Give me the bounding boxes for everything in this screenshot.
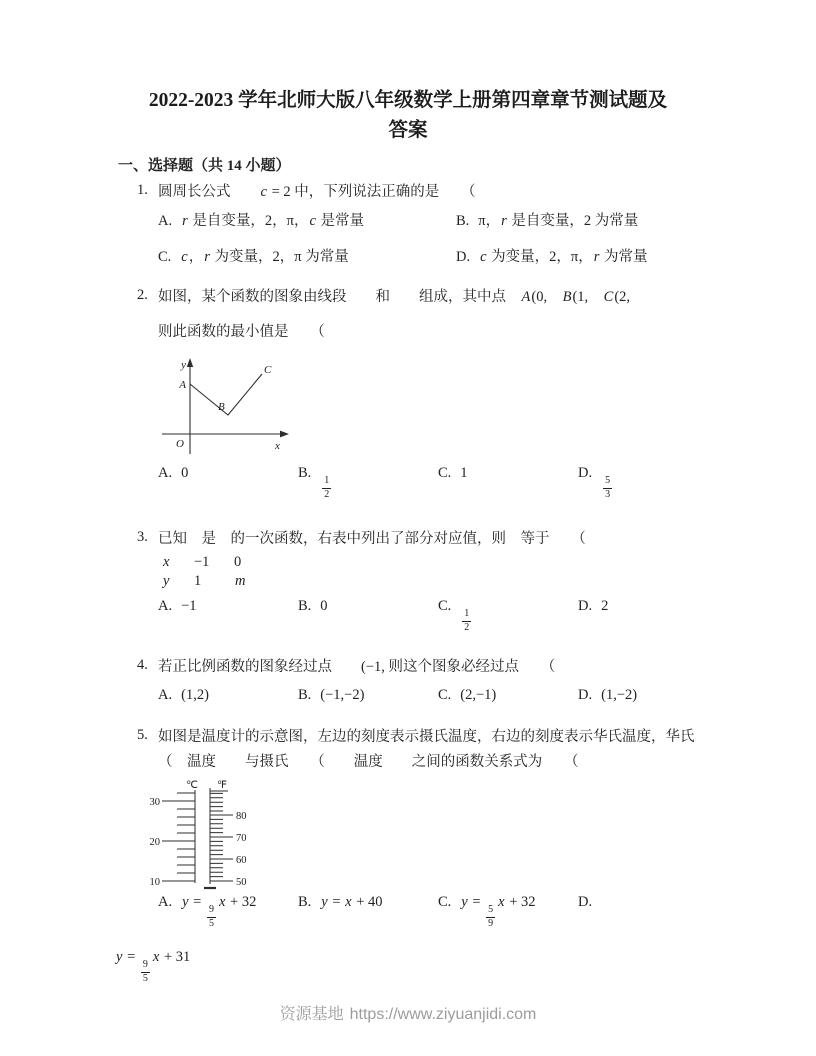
question-5 bbox=[137, 727, 738, 930]
table-cell: m bbox=[235, 573, 246, 589]
table-cell: x bbox=[163, 554, 170, 570]
title-line-2: 答案 bbox=[388, 120, 428, 141]
fahrenheit-tick-80: 80 bbox=[236, 811, 247, 822]
option-text: (1,2) bbox=[181, 687, 209, 703]
question-2-option-a bbox=[158, 462, 298, 501]
question-4-number: 4. bbox=[137, 657, 148, 673]
question-2-option-c bbox=[438, 462, 578, 501]
point-b-label: B bbox=[218, 401, 225, 413]
value-table-row-y bbox=[162, 572, 738, 591]
point-c-label: C bbox=[264, 364, 272, 376]
footer-url[interactable]: https://www.ziyuanjidi.com bbox=[349, 1006, 537, 1023]
question-5-stem-line-1: 如图是温度计的示意图，左边的刻度表示摄氏温度，右边的刻度表示华氏温度，华氏 bbox=[158, 729, 695, 745]
footer-site-name: 资源基地 bbox=[279, 1006, 344, 1023]
y-axis-label: y bbox=[181, 359, 186, 371]
point-a-label: A bbox=[179, 379, 186, 391]
fahrenheit-tick-70: 70 bbox=[236, 833, 247, 844]
option-text: 1 bbox=[460, 465, 468, 481]
option-label: A. bbox=[158, 894, 173, 910]
celsius-unit-label: ℃ bbox=[186, 780, 198, 791]
option-label: B. bbox=[298, 894, 312, 910]
question-3-number: 3. bbox=[137, 529, 148, 545]
question-4-option-b bbox=[298, 684, 438, 706]
origin-label: O bbox=[176, 438, 184, 450]
question-1 bbox=[137, 182, 738, 268]
option-text: c 为变量，2，π，r 为常量 bbox=[480, 249, 648, 265]
celsius-tick-30: 30 bbox=[150, 797, 160, 808]
option-label: A. bbox=[158, 598, 173, 614]
question-3-option-d bbox=[578, 595, 738, 634]
question-2-option-d bbox=[578, 462, 738, 501]
option-text: r 是自变量，2，π，c 是常量 bbox=[182, 213, 365, 229]
option-text: y = $\frac{5}{9}$ x + 32 bbox=[461, 894, 536, 929]
question-2-number: 2. bbox=[137, 287, 148, 303]
question-1-option-a bbox=[158, 210, 456, 232]
option-label: D. bbox=[578, 687, 593, 703]
option-text: $\frac{5}{3}$ bbox=[605, 475, 611, 500]
option-label: C. bbox=[438, 894, 452, 910]
option-label: D. bbox=[456, 249, 471, 265]
question-1-option-b bbox=[456, 210, 738, 232]
document-title bbox=[0, 0, 816, 146]
option-label: C. bbox=[438, 465, 452, 481]
option-text: (2,−1) bbox=[460, 687, 497, 703]
question-1-option-d bbox=[456, 246, 738, 268]
option-label: B. bbox=[298, 465, 312, 481]
option-label: A. bbox=[158, 213, 173, 229]
option-label: B. bbox=[298, 687, 312, 703]
title-line-1: 2022-2023 学年北师大版八年级数学上册第四章章节测试题及 bbox=[148, 90, 668, 111]
footer bbox=[0, 1001, 816, 1024]
question-1-stem: 圆周长公式 c = 2 中，下列说法正确的是 （ bbox=[158, 184, 476, 200]
question-4-option-c bbox=[438, 684, 578, 706]
table-cell: −1 bbox=[194, 554, 210, 570]
option-text: −1 bbox=[181, 598, 197, 614]
question-2-stem-line-1: 如图，某个函数的图象由线段 和 组成，其中点 A(0, B(1, C(2, bbox=[158, 289, 631, 305]
fahrenheit-tick-50: 50 bbox=[236, 877, 247, 888]
question-1-number: 1. bbox=[137, 182, 148, 198]
question-5-option-b bbox=[298, 891, 438, 930]
option-text: π，r 是自变量，2 为常量 bbox=[478, 213, 639, 229]
option-text: c，r 为变量，2，π 为常量 bbox=[181, 249, 349, 265]
thermometer-diagram bbox=[150, 776, 335, 891]
celsius-tick-10: 10 bbox=[150, 877, 160, 888]
question-2-option-b bbox=[298, 462, 438, 501]
question-4-option-a bbox=[158, 684, 298, 706]
option-label: C. bbox=[158, 249, 172, 265]
value-table-row-x bbox=[162, 553, 738, 572]
question-1-option-c bbox=[158, 246, 456, 268]
celsius-tick-20: 20 bbox=[150, 837, 160, 848]
option-text: 2 bbox=[601, 598, 609, 614]
x-axis-label: x bbox=[275, 440, 280, 452]
option-text: (1,−2) bbox=[601, 687, 638, 703]
table-cell: 1 bbox=[194, 573, 202, 589]
question-4 bbox=[137, 657, 738, 706]
question-2-stem-line-2: 则此函数的最小值是 （ bbox=[158, 324, 325, 340]
option-label: C. bbox=[438, 598, 452, 614]
question-3 bbox=[137, 529, 738, 634]
question-3-option-c bbox=[438, 595, 578, 634]
option-label: B. bbox=[298, 598, 312, 614]
question-2 bbox=[137, 287, 738, 501]
option-label: A. bbox=[158, 687, 173, 703]
option-text: $\frac{1}{2}$ bbox=[324, 475, 330, 500]
value-table bbox=[162, 553, 738, 591]
option-text: 0 bbox=[320, 598, 328, 614]
fahrenheit-tick-60: 60 bbox=[236, 855, 247, 866]
section-heading: 一、选择题（共 14 小题） bbox=[118, 158, 291, 174]
question-4-stem: 若正比例函数的图象经过点 (−1, 则这个图象必经过点 （ bbox=[158, 659, 556, 675]
question-5-option-d-continued: y = $\frac{9}{5}$ x + 31 bbox=[116, 949, 191, 984]
question-5-option-a bbox=[158, 891, 298, 930]
table-cell: y bbox=[163, 573, 170, 589]
option-label: D. bbox=[578, 465, 593, 481]
option-text: (−1,−2) bbox=[320, 687, 365, 703]
question-5-option-c bbox=[438, 891, 578, 930]
option-text: y = $\frac{9}{5}$ x + 32 bbox=[182, 894, 257, 929]
option-label: D. bbox=[578, 598, 593, 614]
option-label: A. bbox=[158, 465, 173, 481]
question-3-option-a bbox=[158, 595, 298, 634]
question-5-number: 5. bbox=[137, 727, 148, 743]
option-text: $\frac{1}{2}$ bbox=[464, 608, 470, 633]
question-3-stem: 已知 是 的一次函数，右表中列出了部分对应值，则 等于 （ bbox=[158, 531, 586, 547]
option-label: B. bbox=[456, 213, 470, 229]
option-text: 0 bbox=[181, 465, 189, 481]
function-graph bbox=[155, 354, 305, 459]
table-cell: 0 bbox=[234, 554, 242, 570]
question-5-stem-line-2: （ 温度 与摄氏 （ 温度 之间的函数关系式为 （ bbox=[158, 754, 579, 770]
question-4-option-d bbox=[578, 684, 738, 706]
option-label: D. bbox=[578, 894, 593, 910]
fahrenheit-unit-label: ℉ bbox=[217, 780, 227, 791]
option-text: y = x + 40 bbox=[321, 894, 383, 910]
option-label: C. bbox=[438, 687, 452, 703]
question-3-option-b bbox=[298, 595, 438, 634]
question-5-option-d bbox=[578, 891, 738, 930]
